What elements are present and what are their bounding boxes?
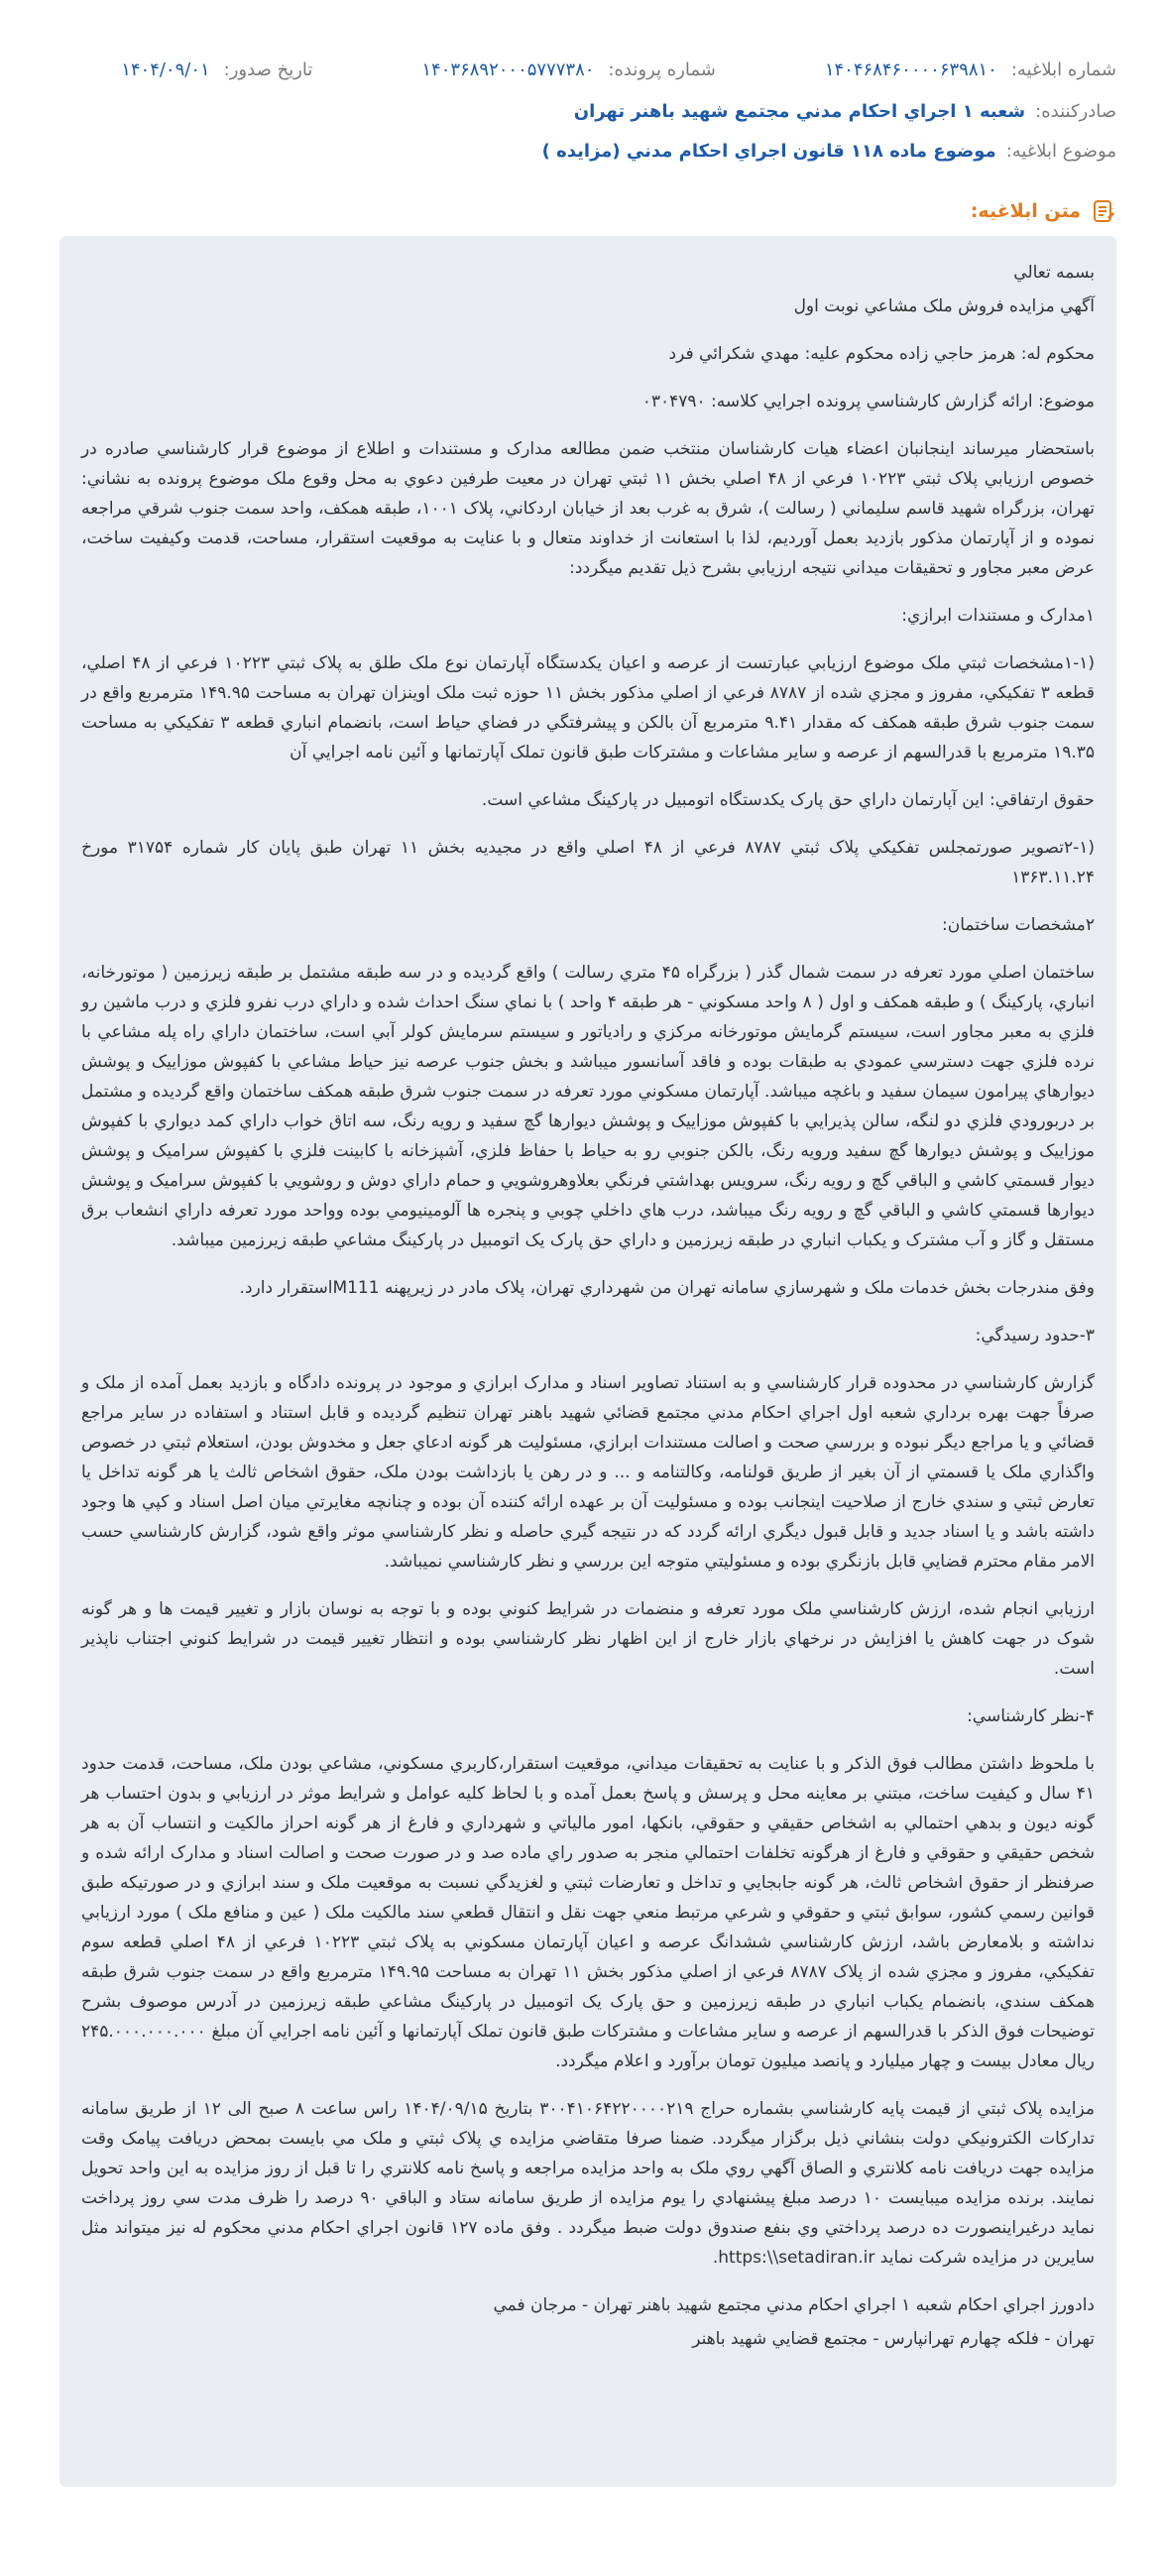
case-number-value: ۱۴۰۳۶۸۹۲۰۰۰۵۷۷۷۳۸۰ xyxy=(421,59,595,80)
body-p7: (۱-۱مشخصات ثبتي ملک موضوع ارزيابي عبارتست از عرصه و اعيان يکدستگاه آپارتمان نوع ملک طلق به پلاک ثبتي ۱۰۲۲۳ فرعي از ۴۸ اصلي، قطعه ۳ تفکيکي، مفروز و مجزي شده از ۸۷۸۷ فرعي از اصلي مذکور بخش ۱۱ حوزه ثبت ملک اوينزان تهران به مساحت ۱۴۹.۹۵ مترمربع واقع در سمت جنوب شرق طبقه همکف که مقدار ۹.۴۱ مترمربع آن بالکن و پيشرفتگي در فضاي حياط است، بانضمام انباري قطعه ۳ تفکيکي به مساحت ۱۹.۳۵ مترمربع با قدرالسهم از عرصه و ساير مشاعات و مشترکات طبق قانون تملک آپارتمانها و آئين نامه اجرايي آن xyxy=(81,653,1095,762)
case-number xyxy=(421,59,715,80)
subject-label: موضوع ابلاغيه: xyxy=(1005,140,1116,162)
issue-date xyxy=(121,59,312,80)
issuer-label: صادرکننده: xyxy=(1035,100,1116,122)
body-p10: ۲مشخصات ساختمان: xyxy=(942,915,1095,935)
notice-number xyxy=(825,59,1116,80)
body-p12: وفق مندرجات بخش خدمات ملک و شهرسازي سامانه تهران من شهرداري تهران، پلاک مادر در زيرپهنه M111استقرار دارد. xyxy=(239,1278,1095,1298)
body-p17: با ملحوظ داشتن مطالب فوق الذکر و با عنايت به تحقيقات ميداني، موقعيت استقرار،کاربري مسکوني، مشاعي بودن ملک، مساحت، قدمت حدود ۴۱ سال و کيفيت ساخت، مبتني بر معاينه محل و پرسش و پاسخ بعمل آمده و با لحاظ کليه عوامل و شرايط موثر در ارزيابي و بدون احتساب هر گونه ديون و بدهي احتمالي به اشخاص حقيقي و حقوقي، بانکها، امور مالياتي و شهرداري و فارغ از هر گونه احراز مالکيت و انتساب آن به هر شخص حقيقي و حقوقي و فارغ از هرگونه تخلفات احتمالي منجر به صدور راي ماده صد و در صورت صحت و اصالت اسناد و مدارک ارائه شده و صرفنظر از حقوق اشخاص ثالث، هر گونه جابجايي و تداخل و تعارضات ثبتي و لغزيدگي نسبت به موقعيت ملک و سند ابرازي و در صورتيکه طبق قوانين رسمي کشور، سوابق ثبتي و حقوقي و شرعي مرتبط منعي جهت نقل و انتقال قطعي سند مالکيت ملک ( عين و منافع ملک ) مورد ارزيابي نداشته و بلامعارض باشد، ارزش کارشناسي ششدانگ عرصه و اعيان آپارتمان مسکوني به پلاک ثبتي ۱۰۲۲۳ فرعي از ۴۸ اصلي قطعه سوم تفکيکي، مفروز و مجزي شده از پلاک ۸۷۸۷ فرعي از اصلي مذکور بخش ۱۱ تهران به مساحت ۱۴۹.۹۵ مترمربع واقع در سمت جنوب شرق طبقه همکف سندي، بانضمام يکباب انباري در طبقه زيرزمين و حق پارک يک اتومبيل در پارکينگ مشاعي طبقه زيرزمين در آدرس موصوف بشرح توضيحات فوق الذکر با قدرالسهم از عرصه و ساير مشاعات و مشترکات طبق قانون تملک آپارتمانها و آئين نامه اجرايي آن مبلغ ۲۴۵.۰۰۰.۰۰۰.۰۰۰ ريال معادل بيست و چهار ميليارد و پانصد ميليون تومان برآورد و اعلام ميگردد. xyxy=(81,1754,1096,2071)
body-p13: ۳-حدود رسيدگي: xyxy=(975,1326,1095,1346)
issuer-value: شعبه ۱ اجراي احکام مدني مجتمع شهيد باهنر تهران xyxy=(573,100,1026,122)
body-p9: (۲-۱تصوير صورتمجلس تفکيکي پلاک ثبتي ۸۷۸۷ فرعي از ۴۸ اصلي واقع در مجيديه بخش ۱۱ تهران طبق پايان کار شماره ۳۱۷۵۴ مورخ ۱۳۶۳.۱۱.۲۴ xyxy=(81,838,1096,887)
body-p8: حقوق ارتفاقي: اين آپارتمان داراي حق پارک يکدستگاه اتومبيل در پارکينگ مشاعي است. xyxy=(481,790,1095,810)
body-p15: ارزيابي انجام شده، ارزش کارشناسي ملک مورد تعرفه و منضمات در شرايط کنوني بوده و با توجه به نوسان بازار و تغيير قيمت ها و هر گونه شوک در جهت کاهش يا افزايش در نرخهاي بازار خارج از اين اظهار نظر کارشناسي بوده و انتظار تغيير قيمت در شرايط کنوني اجتناب ناپذير است. xyxy=(81,1599,1095,1679)
meta-row xyxy=(48,50,1116,89)
document-icon xyxy=(1091,198,1116,224)
body-p2: آگهي مزايده فروش ملک مشاعي نوبت اول xyxy=(793,296,1095,316)
body-p3: محکوم له: هرمز حاجي زاده محکوم عليه: مهدي شکرائي فرد xyxy=(668,344,1095,364)
body-p5: باستحضار ميرساند اينجانبان اعضاء هيات کارشناسان منتخب ضمن مطالعه مدارک و مستندات و اطلاع از موضوع قرار کارشناسي صادره در خصوص ارزيابي پلاک ثبتي ۱۰۲۲۳ فرعي از ۴۸ اصلي بخش ۱۱ ثبتي تهران در معيت طرفين دعوي به محل وقوع ملک موضوع پرونده به نشاني: تهران، بزرگراه شهيد قاسم سليماني ( رسالت )، شرق به غرب بعد از خيابان اردکاني، پلاک ۱۰۰۱، طبقه همکف، واحد سمت جنوب شرقي مراجعه نموده و از آپارتمان مذکور بازديد بعمل آورديم، لذا با استعانت از خداوند متعال و با عنايت به موقعيت استقرار، مساحت، قدمت وکيفيت ساخت، عرض معبر مجاور و تحقيقات ميداني نتيجه ارزيابي بشرح ذيل تقديم ميگردد: xyxy=(81,439,1096,578)
issue-date-value: ۱۴۰۴/۰۹/۰۱ xyxy=(121,59,210,80)
case-number-label: شماره پرونده: xyxy=(608,59,716,80)
section-title-text: متن ابلاغيه: xyxy=(970,200,1081,222)
body-p14: گزارش کارشناسي در محدوده قرار کارشناسي و به استناد تصاوير اسناد و مدارک ابرازي و موجود در پرونده دادگاه و بازديد بعمل آمده از ملک و صرفاً جهت بهره برداري شعبه اول اجراي احکام مدني مجتمع قضائي شهيد باهنر تهران تنظيم گرديده و قابل استناد و استفاده در ساير مراجع قضائي و يا مراجع ديگر نبوده و بررسي صحت و اصالت مستندات ابرازي، مسئوليت هر گونه ادعاي جعل و مخدوش بودن، استعلام ثبتي در خصوص واگذاري ملک يا قسمتي از آن بغير از طريق قولنامه، وکالتنامه و ... و در رهن يا بازداشت بودن ملک، حقوق اشخاص ثالث يا هر گونه تداخل يا تعارض ثبتي و سندي خارج از صلاحيت اينجانب بوده و مسئوليت آن بر عهده ارائه کننده آن بوده و چنانچه مغايرتي ميان اصل اسناد و کپي ها وجود داشته باشد و يا اسناد جديد و قابل قبول ديگري ارائه گردد که در نتيجه گيري حاصله و نظر کارشناسي موثر واقع شود، گزارش کارشناسي حسب الامر مقام محترم قضايي قابل بازنگري بوده و مسئوليتي متوجه اين بررسي و نظر کارشناسي نميباشد. xyxy=(81,1373,1095,1572)
body-p6: ۱مدارک و مستندات ابرازي: xyxy=(901,606,1095,626)
body-p1: بسمه تعالي xyxy=(1013,263,1095,283)
issuer-row xyxy=(48,91,1116,131)
body-p11: ساختمان اصلي مورد تعرفه در سمت شمال گذر ( بزرگراه ۴۵ متري رسالت ) واقع گرديده و در سه طبقه مشتمل بر طبقه زيرزمين ( موتورخانه، انباري، پارکينگ ) و طبقه همکف و اول ( ۸ واحد مسکوني - هر طبقه ۴ واحد ) با نماي سنگ احداث شده و داراي درب نفرو فلزي و درب ماشين رو فلزي به معبر مجاور است، سيستم گرمايش موتورخانه مرکزي و رادياتور و سيستم سرمايش کولر آبي است، ساختمان داراي راه پله مشاعي با نرده فلزي جهت دسترسي عمودي به طبقات بوده و فاقد آسانسور ميباشد و بخش جنوب عرصه نيز حياط مشاعي با کفپوش موزاييک و پوشش ديوارهاي پيرامون سيمان سفيد و باغچه ميباشد. آپارتمان مسکوني مورد تعرفه در سمت جنوب شرق طبقه همکف ساختمان واقع گرديده و مشتمل بر دربورودي فلزي دو لنگه، سالن پذيرايي با کفپوش موزاييک و پوشش ديوارها گچ سفيد و رويه رنگ، سه اتاق خواب داراي کمد ديواري با کفپوش موزاييک و پوشش ديوارها گچ سفيد ورويه رنگ، بالکن جنوبي رو به حياط با حفاظ فلزي، آشپزخانه با کابينت فلزي با کفپوش سراميک و پوشش ديوار قسمتي کاشي و الباقي گچ و رويه رنگ، سرويس بهداشتي فرنگي بعلاوهروشويي و حمام داراي دوش و روشويي با کفپوش سراميک و پوشش ديوارها قسمتي کاشي و الباقي گچ و رويه رنگ ميباشد، درب هاي داخلي چوبي و پنجره ها آلومينيومي بوده وواحد مورد تعرفه داراي انشعاب برق مستقل و گاز و آب مشترک و يکباب انباري در طبقه زيرزمين و داراي حق پارک يک اتومبيل در پارکينگ مشاعي طبقه زيرزمين ميباشد. xyxy=(81,963,1096,1250)
body-p18: مزايده پلاک ثبتي از قيمت پايه کارشناسي بشماره حراج ۳۰۰۴۱۰۶۴۲۲۰۰۰۰۲۱۹ بتاريخ ۱۴۰۴/۰۹/۱۵ راس ساعت ۸ صبح الى ۱۲ از طريق سامانه تدارکات الکترونيکي دولت بنشاني ذيل برگزار ميگردد. ضمنا صرفا متقاضي مزايده ي پلاک ثبتي و ملک مي بايست بمحض دريافت پيامک وقت مزايده جهت دريافت نامه کلانتري و الصاق آگهي روي ملک به واحد مزايده مراجعه و پاسخ نامه کلانتري را تا قبل از روز مزايده به اين واحد تحويل نمايند. برنده مزايده ميبايست ۱۰ درصد مبلغ پيشنهادي را يوم مزايده از طريق سامانه ستاد و الباقي ۹۰ درصد را ظرف مدت سي روز پرداخت نمايد درغيراينصورت ده درصد پرداختي وي بنفع صندوق دولت ضبط ميگردد . وفق ماده ۱۲۷ قانون اجراي احکام مدني محکوم له نيز ميتواند مثل سايرين در مزايده شرکت نمايد https:\\setadiran.ir. xyxy=(81,2099,1095,2268)
body-p4: موضوع: ارائه گزارش کارشناسي پرونده اجرايي کلاسه: ۰۳۰۴۷۹۰ xyxy=(641,392,1095,411)
notice-number-label: شماره ابلاغيه: xyxy=(1010,59,1116,80)
issue-date-label: تاريخ صدور: xyxy=(223,59,313,80)
notice-number-value: ۱۴۰۴۶۸۴۶۰۰۰۰۶۳۹۸۱۰ xyxy=(824,59,997,80)
body-p19: دادورز اجراي احکام شعبه ۱ اجراي احکام مدني مجتمع شهيد باهنر تهران - مرجان فمي xyxy=(493,2295,1095,2315)
notice-body xyxy=(59,236,1116,2487)
section-title xyxy=(971,194,1116,228)
body-p20: تهران - فلکه چهارم تهرانپارس - مجتمع قضايي شهيد باهنر xyxy=(692,2329,1095,2349)
subject-value: موضوع ماده ۱۱۸ قانون اجراي احکام مدني (مزايده ) xyxy=(541,140,996,162)
subject-row xyxy=(48,131,1116,171)
body-p16: ۴-نظر کارشناسي: xyxy=(967,1706,1095,1726)
